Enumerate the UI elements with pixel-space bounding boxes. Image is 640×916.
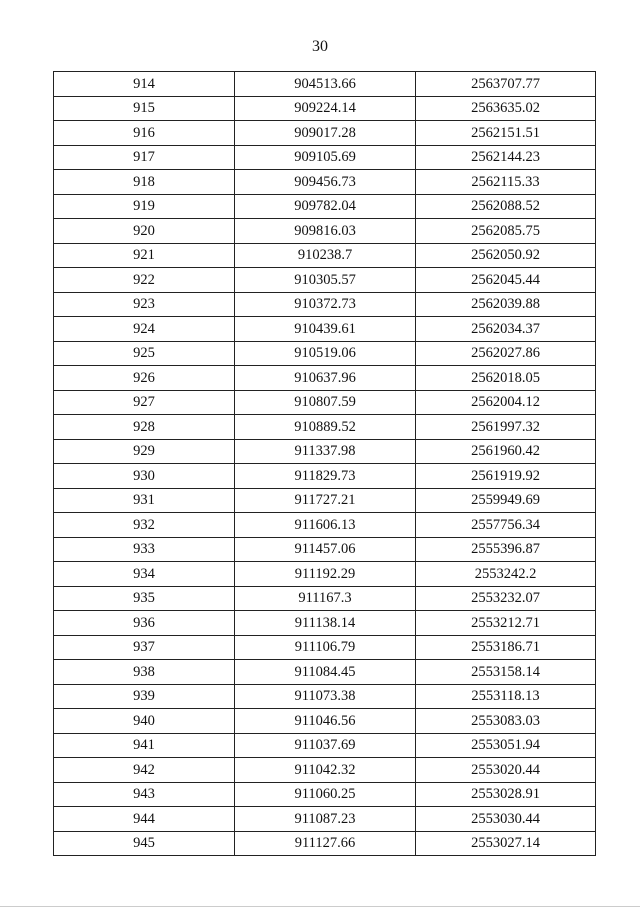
x-coordinate-cell: 909816.03 — [235, 219, 416, 244]
x-coordinate-cell: 911727.21 — [235, 488, 416, 513]
y-coordinate-cell: 2562034.37 — [416, 317, 596, 342]
y-coordinate-cell: 2553083.03 — [416, 709, 596, 734]
table-row — [54, 366, 596, 391]
point-number-cell: 941 — [54, 733, 235, 758]
table-row — [54, 831, 596, 856]
point-number-cell: 930 — [54, 464, 235, 489]
point-number-cell: 921 — [54, 243, 235, 268]
point-number-cell: 922 — [54, 268, 235, 293]
point-number-cell: 929 — [54, 439, 235, 464]
y-coordinate-cell: 2562144.23 — [416, 145, 596, 170]
table-row — [54, 415, 596, 440]
table-row — [54, 194, 596, 219]
x-coordinate-cell: 911060.25 — [235, 782, 416, 807]
y-coordinate-cell: 2563707.77 — [416, 72, 596, 97]
x-coordinate-cell: 911127.66 — [235, 831, 416, 856]
point-number-cell: 916 — [54, 121, 235, 146]
x-coordinate-cell: 911337.98 — [235, 439, 416, 464]
y-coordinate-cell: 2562085.75 — [416, 219, 596, 244]
table-row — [54, 341, 596, 366]
x-coordinate-cell: 910889.52 — [235, 415, 416, 440]
page-number: 30 — [312, 38, 328, 55]
table-row — [54, 660, 596, 685]
x-coordinate-cell: 910439.61 — [235, 317, 416, 342]
y-coordinate-cell: 2559949.69 — [416, 488, 596, 513]
x-coordinate-cell: 911037.69 — [235, 733, 416, 758]
x-coordinate-cell: 904513.66 — [235, 72, 416, 97]
x-coordinate-cell: 910519.06 — [235, 341, 416, 366]
point-number-cell: 928 — [54, 415, 235, 440]
y-coordinate-cell: 2562050.92 — [416, 243, 596, 268]
point-number-cell: 939 — [54, 684, 235, 709]
table-row — [54, 807, 596, 832]
table-row — [54, 96, 596, 121]
page-bottom-rule — [0, 906, 640, 907]
x-coordinate-cell: 911192.29 — [235, 562, 416, 587]
table-row — [54, 390, 596, 415]
y-coordinate-cell: 2562045.44 — [416, 268, 596, 293]
point-number-cell: 927 — [54, 390, 235, 415]
x-coordinate-cell: 910372.73 — [235, 292, 416, 317]
x-coordinate-cell: 910807.59 — [235, 390, 416, 415]
point-number-cell: 924 — [54, 317, 235, 342]
x-coordinate-cell: 911829.73 — [235, 464, 416, 489]
x-coordinate-cell: 911084.45 — [235, 660, 416, 685]
point-number-cell: 937 — [54, 635, 235, 660]
x-coordinate-cell: 909017.28 — [235, 121, 416, 146]
x-coordinate-cell: 911606.13 — [235, 513, 416, 538]
table-row — [54, 317, 596, 342]
table-row — [54, 488, 596, 513]
x-coordinate-cell: 909224.14 — [235, 96, 416, 121]
table-row — [54, 292, 596, 317]
y-coordinate-cell: 2553030.44 — [416, 807, 596, 832]
y-coordinate-cell: 2553028.91 — [416, 782, 596, 807]
y-coordinate-cell: 2562115.33 — [416, 170, 596, 195]
x-coordinate-cell: 911073.38 — [235, 684, 416, 709]
point-number-cell: 943 — [54, 782, 235, 807]
table-row — [54, 439, 596, 464]
y-coordinate-cell: 2553118.13 — [416, 684, 596, 709]
x-coordinate-cell: 911167.3 — [235, 586, 416, 611]
point-number-cell: 945 — [54, 831, 235, 856]
table-row — [54, 219, 596, 244]
table-row — [54, 537, 596, 562]
point-number-cell: 931 — [54, 488, 235, 513]
point-number-cell: 934 — [54, 562, 235, 587]
table-row — [54, 635, 596, 660]
y-coordinate-cell: 2553186.71 — [416, 635, 596, 660]
x-coordinate-cell: 909456.73 — [235, 170, 416, 195]
table-row — [54, 684, 596, 709]
point-number-cell: 936 — [54, 611, 235, 636]
x-coordinate-cell: 911457.06 — [235, 537, 416, 562]
y-coordinate-cell: 2553212.71 — [416, 611, 596, 636]
table-row — [54, 586, 596, 611]
x-coordinate-cell: 911046.56 — [235, 709, 416, 734]
y-coordinate-cell: 2562004.12 — [416, 390, 596, 415]
y-coordinate-cell: 2563635.02 — [416, 96, 596, 121]
table-row — [54, 733, 596, 758]
table-row — [54, 145, 596, 170]
point-number-cell: 917 — [54, 145, 235, 170]
y-coordinate-cell: 2562039.88 — [416, 292, 596, 317]
y-coordinate-cell: 2553027.14 — [416, 831, 596, 856]
y-coordinate-cell: 2553051.94 — [416, 733, 596, 758]
y-coordinate-cell: 2553242.2 — [416, 562, 596, 587]
y-coordinate-cell: 2561960.42 — [416, 439, 596, 464]
y-coordinate-cell: 2562027.86 — [416, 341, 596, 366]
point-number-cell: 933 — [54, 537, 235, 562]
point-number-cell: 935 — [54, 586, 235, 611]
y-coordinate-cell: 2562151.51 — [416, 121, 596, 146]
y-coordinate-cell: 2553020.44 — [416, 758, 596, 783]
table-row — [54, 243, 596, 268]
coordinate-table — [53, 71, 596, 856]
y-coordinate-cell: 2557756.34 — [416, 513, 596, 538]
point-number-cell: 940 — [54, 709, 235, 734]
x-coordinate-cell: 909782.04 — [235, 194, 416, 219]
point-number-cell: 919 — [54, 194, 235, 219]
y-coordinate-cell: 2561919.92 — [416, 464, 596, 489]
point-number-cell: 915 — [54, 96, 235, 121]
x-coordinate-cell: 910238.7 — [235, 243, 416, 268]
point-number-cell: 938 — [54, 660, 235, 685]
table-row — [54, 72, 596, 97]
x-coordinate-cell: 911138.14 — [235, 611, 416, 636]
table-row — [54, 611, 596, 636]
point-number-cell: 920 — [54, 219, 235, 244]
table-row — [54, 709, 596, 734]
x-coordinate-cell: 910637.96 — [235, 366, 416, 391]
x-coordinate-cell: 911042.32 — [235, 758, 416, 783]
table-row — [54, 268, 596, 293]
table-row — [54, 782, 596, 807]
table-row — [54, 170, 596, 195]
point-number-cell: 926 — [54, 366, 235, 391]
x-coordinate-cell: 910305.57 — [235, 268, 416, 293]
y-coordinate-cell: 2562088.52 — [416, 194, 596, 219]
point-number-cell: 944 — [54, 807, 235, 832]
point-number-cell: 923 — [54, 292, 235, 317]
table-row — [54, 513, 596, 538]
point-number-cell: 914 — [54, 72, 235, 97]
y-coordinate-cell: 2555396.87 — [416, 537, 596, 562]
y-coordinate-cell: 2553232.07 — [416, 586, 596, 611]
x-coordinate-cell: 909105.69 — [235, 145, 416, 170]
point-number-cell: 925 — [54, 341, 235, 366]
table-row — [54, 121, 596, 146]
point-number-cell: 918 — [54, 170, 235, 195]
coordinate-table-body — [54, 72, 596, 856]
point-number-cell: 942 — [54, 758, 235, 783]
y-coordinate-cell: 2562018.05 — [416, 366, 596, 391]
table-row — [54, 464, 596, 489]
y-coordinate-cell: 2561997.32 — [416, 415, 596, 440]
point-number-cell: 932 — [54, 513, 235, 538]
y-coordinate-cell: 2553158.14 — [416, 660, 596, 685]
table-row — [54, 758, 596, 783]
x-coordinate-cell: 911106.79 — [235, 635, 416, 660]
x-coordinate-cell: 911087.23 — [235, 807, 416, 832]
table-row — [54, 562, 596, 587]
